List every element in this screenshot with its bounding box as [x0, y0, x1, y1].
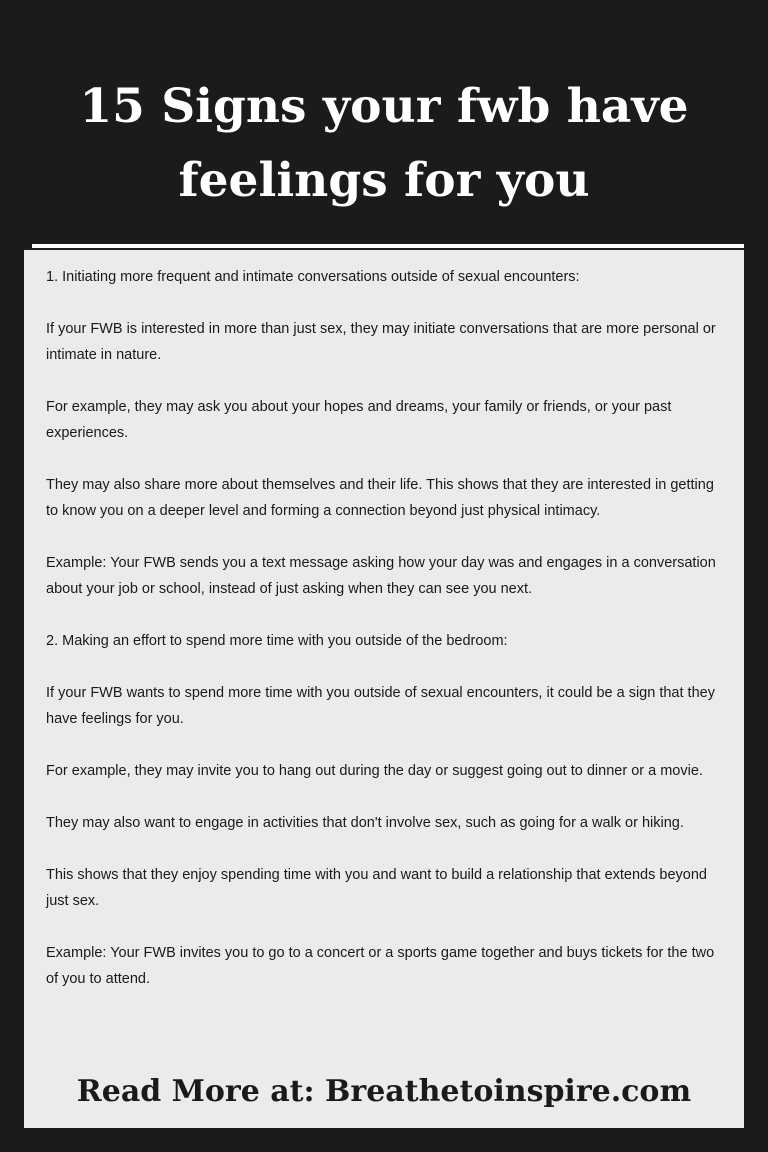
- paragraph: Example: Your FWB invites you to go to a concert or a sports game together and buys tickets for the two of you to attend.: [46, 945, 715, 987]
- paragraph: They may also share more about themselves and their life. This shows that they are interested in getting to know you on a deeper level and forming a connection beyond just physical intimacy.: [46, 477, 714, 519]
- article-body: [46, 264, 726, 1018]
- paragraph: They may also want to engage in activities that don't involve sex, such as going for a walk or hiking.: [46, 815, 684, 831]
- paragraph: For example, they may ask you about your hopes and dreams, your family or friends, or your past experiences.: [46, 399, 672, 441]
- paragraph: This shows that they enjoy spending time with you and want to build a relationship that extends beyond just sex.: [46, 867, 707, 909]
- paragraph: Example: Your FWB sends you a text message asking how your day was and engages in a conversation about your job or school, instead of just asking when they can see you next.: [46, 555, 716, 597]
- panel-top-edge: [32, 244, 744, 248]
- sign-1-heading: 1. Initiating more frequent and intimate conversations outside of sexual encounters:: [46, 269, 580, 285]
- paragraph: If your FWB is interested in more than just sex, they may initiate conversations that are more personal or intimate in nature.: [46, 321, 716, 363]
- article-panel: [24, 250, 744, 1128]
- sign-2-heading: 2. Making an effort to spend more time with you outside of the bedroom:: [46, 633, 508, 649]
- paragraph: If your FWB wants to spend more time with you outside of sexual encounters, it could be a sign that they have feelings for you.: [46, 685, 715, 727]
- page-title: [0, 70, 768, 218]
- title-line-1: 15 Signs your fwb have: [79, 79, 689, 134]
- read-more-footer: Read More at: Breathetoinspire.com: [76, 1074, 692, 1109]
- paragraph: For example, they may invite you to hang out during the day or suggest going out to dinner or a movie.: [46, 763, 703, 779]
- title-line-2: feelings for you: [178, 153, 590, 208]
